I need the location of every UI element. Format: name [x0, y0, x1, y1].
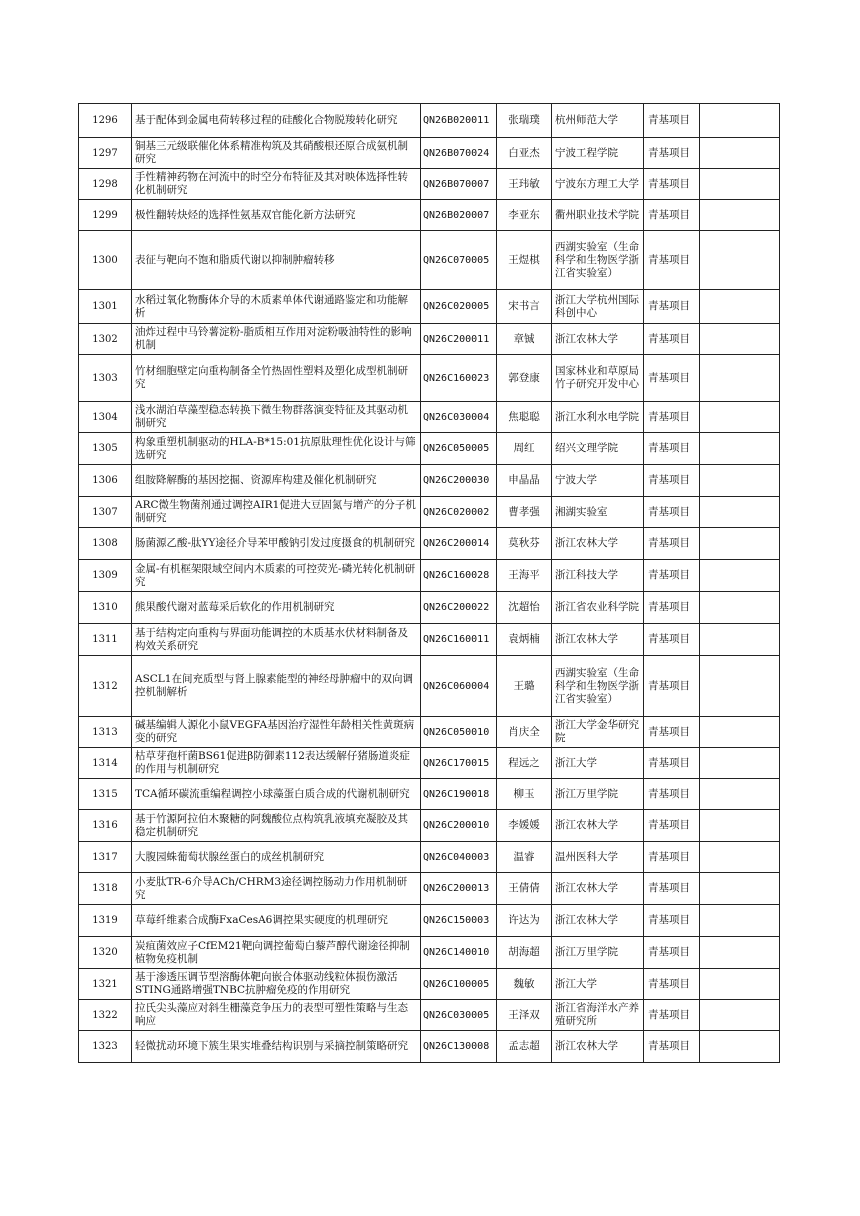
table-row [79, 624, 780, 656]
table-row [79, 779, 780, 810]
project-title: 铜基三元级联催化体系精准构筑及其硝酸根还原合成氨机制研究 [132, 138, 421, 169]
project-type: 青基项目 [644, 937, 700, 969]
applicant-name: 章铖 [497, 324, 552, 355]
row-number: 1301 [79, 290, 132, 324]
remark-cell [700, 433, 780, 465]
project-type: 青基项目 [644, 138, 700, 169]
remark-cell [700, 200, 780, 231]
remark-cell [700, 231, 780, 290]
project-type: 青基项目 [644, 200, 700, 231]
row-number: 1312 [79, 656, 132, 717]
row-number: 1311 [79, 624, 132, 656]
project-type: 青基项目 [644, 402, 700, 433]
project-type: 青基项目 [644, 290, 700, 324]
project-title: 小麦肽TR-6介导ACh/CHRM3途径调控肠动力作用机制研究 [132, 873, 421, 905]
project-title: 竹材细胞壁定向重构制备全竹热固性塑料及塑化成型机制研究 [132, 355, 421, 402]
institution: 浙江农林大学 [552, 873, 644, 905]
institution: 杭州师范大学 [552, 104, 644, 138]
table-row [79, 1031, 780, 1063]
project-code: QN26C160011 [421, 624, 497, 656]
row-number: 1314 [79, 748, 132, 779]
table-row [79, 969, 780, 1000]
project-code: QN26C060004 [421, 656, 497, 717]
applicant-name: 白亚杰 [497, 138, 552, 169]
applicant-name: 温睿 [497, 842, 552, 873]
project-type: 青基项目 [644, 656, 700, 717]
project-type: 青基项目 [644, 104, 700, 138]
project-title: 大腹园蛛葡萄状腺丝蛋白的成丝机制研究 [132, 842, 421, 873]
row-number: 1296 [79, 104, 132, 138]
remark-cell [700, 169, 780, 200]
row-number: 1318 [79, 873, 132, 905]
project-code: QN26C140010 [421, 937, 497, 969]
table-row [79, 842, 780, 873]
project-code: QN26C040003 [421, 842, 497, 873]
applicant-name: 沈超怡 [497, 592, 552, 624]
project-code: QN26C020002 [421, 497, 497, 528]
project-type: 青基项目 [644, 497, 700, 528]
project-code: QN26C050005 [421, 433, 497, 465]
table-row [79, 465, 780, 497]
institution: 宁波工程学院 [552, 138, 644, 169]
remark-cell [700, 969, 780, 1000]
project-type: 青基项目 [644, 748, 700, 779]
project-type: 青基项目 [644, 592, 700, 624]
table-row [79, 497, 780, 528]
project-title: 基于配体到金属电荷转移过程的硅酸化合物脱羧转化研究 [132, 104, 421, 138]
project-type: 青基项目 [644, 324, 700, 355]
project-code: QN26C200013 [421, 873, 497, 905]
project-type: 青基项目 [644, 169, 700, 200]
document-page [78, 103, 779, 1063]
table-row [79, 355, 780, 402]
applicant-name: 程远之 [497, 748, 552, 779]
row-number: 1320 [79, 937, 132, 969]
applicant-name: 王泽双 [497, 1000, 552, 1031]
project-title: 草莓纤维素合成酶FxaCesA6调控果实硬度的机理研究 [132, 905, 421, 937]
institution: 浙江农林大学 [552, 324, 644, 355]
institution: 浙江大学金华研究院 [552, 717, 644, 748]
project-code: QN26C190018 [421, 779, 497, 810]
project-title: 极性翻转炔烃的选择性氨基双官能化新方法研究 [132, 200, 421, 231]
institution: 浙江大学 [552, 969, 644, 1000]
applicant-name: 周红 [497, 433, 552, 465]
row-number: 1300 [79, 231, 132, 290]
project-type: 青基项目 [644, 1031, 700, 1063]
applicant-name: 王璐 [497, 656, 552, 717]
row-number: 1302 [79, 324, 132, 355]
project-title: 碱基编辑人源化小鼠VEGFA基因治疗湿性年龄相关性黄斑病变的研究 [132, 717, 421, 748]
project-type: 青基项目 [644, 779, 700, 810]
applicant-name: 王倩倩 [497, 873, 552, 905]
institution: 西湖实验室（生命科学和生物医学浙江省实验室） [552, 656, 644, 717]
project-title: 水稻过氧化物酶体介导的木质素单体代谢通路鉴定和功能解析 [132, 290, 421, 324]
table-row [79, 138, 780, 169]
project-title: 熊果酸代谢对蓝莓采后软化的作用机制研究 [132, 592, 421, 624]
project-type: 青基项目 [644, 433, 700, 465]
project-title: 基于渗透压调节型溶酶体靶向嵌合体驱动线粒体损伤激活STING通路增强TNBC抗肿瘤免疫的作用研究 [132, 969, 421, 1000]
project-type: 青基项目 [644, 969, 700, 1000]
remark-cell [700, 138, 780, 169]
applicant-name: 许达为 [497, 905, 552, 937]
institution: 浙江大学杭州国际科创中心 [552, 290, 644, 324]
institution: 宁波东方理工大学 [552, 169, 644, 200]
institution: 宁波大学 [552, 465, 644, 497]
project-code: QN26C020005 [421, 290, 497, 324]
institution: 湘湖实验室 [552, 497, 644, 528]
institution: 浙江水利水电学院 [552, 402, 644, 433]
remark-cell [700, 873, 780, 905]
row-number: 1315 [79, 779, 132, 810]
project-title: 轻微扰动环境下簇生果实堆叠结构识别与采摘控制策略研究 [132, 1031, 421, 1063]
institution: 浙江农林大学 [552, 1031, 644, 1063]
table-row [79, 104, 780, 138]
row-number: 1303 [79, 355, 132, 402]
project-code: QN26C100005 [421, 969, 497, 1000]
institution: 浙江科技大学 [552, 560, 644, 592]
applicant-name: 袁炳楠 [497, 624, 552, 656]
project-code: QN26C070005 [421, 231, 497, 290]
institution: 浙江省农业科学院 [552, 592, 644, 624]
table-row [79, 231, 780, 290]
institution: 绍兴文理学院 [552, 433, 644, 465]
institution: 西湖实验室（生命科学和生物医学浙江省实验室） [552, 231, 644, 290]
project-title: 浅水湖泊草藻型稳态转换下微生物群落演变特征及其驱动机制研究 [132, 402, 421, 433]
project-code: QN26C030004 [421, 402, 497, 433]
remark-cell [700, 905, 780, 937]
project-code: QN26B070007 [421, 169, 497, 200]
table-row [79, 810, 780, 842]
institution: 浙江农林大学 [552, 810, 644, 842]
project-title: ASCL1在间充质型与肾上腺素能型的神经母肿瘤中的双向调控机制解析 [132, 656, 421, 717]
table-row [79, 905, 780, 937]
applicant-name: 莫秋芬 [497, 528, 552, 560]
row-number: 1298 [79, 169, 132, 200]
row-number: 1305 [79, 433, 132, 465]
project-type: 青基项目 [644, 1000, 700, 1031]
remark-cell [700, 624, 780, 656]
applicant-name: 宋书言 [497, 290, 552, 324]
row-number: 1309 [79, 560, 132, 592]
project-code: QN26C200011 [421, 324, 497, 355]
remark-cell [700, 290, 780, 324]
table-row [79, 1000, 780, 1031]
remark-cell [700, 355, 780, 402]
project-code: QN26C200010 [421, 810, 497, 842]
remark-cell [700, 324, 780, 355]
table-row [79, 748, 780, 779]
project-code: QN26C160023 [421, 355, 497, 402]
remark-cell [700, 592, 780, 624]
project-title: 手性精神药物在河流中的时空分布特征及其对映体选择性转化机制研究 [132, 169, 421, 200]
table-row [79, 324, 780, 355]
table-body [79, 104, 780, 1063]
row-number: 1323 [79, 1031, 132, 1063]
applicant-name: 王海平 [497, 560, 552, 592]
applicant-name: 王玮敏 [497, 169, 552, 200]
project-type: 青基项目 [644, 717, 700, 748]
remark-cell [700, 656, 780, 717]
institution: 浙江省海洋水产养殖研究所 [552, 1000, 644, 1031]
applicant-name: 张瑞璞 [497, 104, 552, 138]
remark-cell [700, 465, 780, 497]
project-type: 青基项目 [644, 624, 700, 656]
table-row [79, 290, 780, 324]
row-number: 1316 [79, 810, 132, 842]
project-type: 青基项目 [644, 528, 700, 560]
remark-cell [700, 748, 780, 779]
row-number: 1299 [79, 200, 132, 231]
applicant-name: 李亚东 [497, 200, 552, 231]
remark-cell [700, 779, 780, 810]
project-title: 炭疽菌效应子CfEM21靶向调控葡萄白藜芦醇代谢途径抑制植物免疫机制 [132, 937, 421, 969]
remark-cell [700, 560, 780, 592]
project-type: 青基项目 [644, 810, 700, 842]
project-title: TCA循环碳流重编程调控小球藻蛋白质合成的代谢机制研究 [132, 779, 421, 810]
row-number: 1313 [79, 717, 132, 748]
row-number: 1307 [79, 497, 132, 528]
applicant-name: 申晶晶 [497, 465, 552, 497]
project-code: QN26B070024 [421, 138, 497, 169]
applicant-name: 郭登康 [497, 355, 552, 402]
applicant-name: 肖庆全 [497, 717, 552, 748]
row-number: 1297 [79, 138, 132, 169]
table-row [79, 656, 780, 717]
project-code: QN26C130008 [421, 1031, 497, 1063]
remark-cell [700, 402, 780, 433]
remark-cell [700, 497, 780, 528]
row-number: 1319 [79, 905, 132, 937]
remark-cell [700, 717, 780, 748]
project-type: 青基项目 [644, 873, 700, 905]
institution: 国家林业和草原局竹子研究开发中心 [552, 355, 644, 402]
row-number: 1321 [79, 969, 132, 1000]
institution: 温州医科大学 [552, 842, 644, 873]
applicant-name: 孟志超 [497, 1031, 552, 1063]
applicant-name: 柳玉 [497, 779, 552, 810]
project-code: QN26B020007 [421, 200, 497, 231]
project-code: QN26C150003 [421, 905, 497, 937]
remark-cell [700, 1031, 780, 1063]
row-number: 1304 [79, 402, 132, 433]
project-code: QN26C170015 [421, 748, 497, 779]
table-row [79, 560, 780, 592]
project-type: 青基项目 [644, 231, 700, 290]
row-number: 1310 [79, 592, 132, 624]
project-type: 青基项目 [644, 842, 700, 873]
project-title: 构象重塑机制驱动的HLA-B*15:01抗原肽理性优化设计与筛选研究 [132, 433, 421, 465]
project-title: 基于竹源阿拉伯木聚糖的阿魏酸位点构筑乳液填充凝胶及其稳定机制研究 [132, 810, 421, 842]
project-code: QN26C200014 [421, 528, 497, 560]
applicant-name: 曹孝强 [497, 497, 552, 528]
table-row [79, 402, 780, 433]
project-title: ARC微生物菌剂通过调控AIR1促进大豆固氮与增产的分子机制研究 [132, 497, 421, 528]
project-table [78, 103, 780, 1063]
project-type: 青基项目 [644, 465, 700, 497]
row-number: 1308 [79, 528, 132, 560]
project-title: 油炸过程中马铃薯淀粉-脂质相互作用对淀粉吸油特性的影响机制 [132, 324, 421, 355]
project-type: 青基项目 [644, 905, 700, 937]
remark-cell [700, 810, 780, 842]
remark-cell [700, 842, 780, 873]
institution: 浙江万里学院 [552, 937, 644, 969]
table-row [79, 717, 780, 748]
institution: 衢州职业技术学院 [552, 200, 644, 231]
project-code: QN26C030005 [421, 1000, 497, 1031]
project-title: 金属-有机框架限域空间内木质素的可控荧光-磷光转化机制研究 [132, 560, 421, 592]
institution: 浙江农林大学 [552, 905, 644, 937]
project-title: 基于结构定向重构与界面功能调控的木质基水伏材料制备及构效关系研究 [132, 624, 421, 656]
applicant-name: 胡海超 [497, 937, 552, 969]
table-row [79, 592, 780, 624]
institution: 浙江万里学院 [552, 779, 644, 810]
project-code: QN26B020011 [421, 104, 497, 138]
institution: 浙江农林大学 [552, 528, 644, 560]
table-row [79, 528, 780, 560]
table-row [79, 200, 780, 231]
institution: 浙江农林大学 [552, 624, 644, 656]
project-title: 枯草芽孢杆菌BS61促进β防御素112表达缓解仔猪肠道炎症的作用与机制研究 [132, 748, 421, 779]
table-row [79, 873, 780, 905]
project-code: QN26C200030 [421, 465, 497, 497]
project-title: 肠菌源乙酸-肽YY途径介导苯甲酸钠引发过度摄食的机制研究 [132, 528, 421, 560]
institution: 浙江大学 [552, 748, 644, 779]
project-code: QN26C050010 [421, 717, 497, 748]
project-title: 拉氏尖头藻应对斜生栅藻竞争压力的表型可塑性策略与生态响应 [132, 1000, 421, 1031]
project-title: 组胺降解酶的基因挖掘、资源库构建及催化机制研究 [132, 465, 421, 497]
table-row [79, 433, 780, 465]
applicant-name: 焦聪聪 [497, 402, 552, 433]
row-number: 1317 [79, 842, 132, 873]
table-row [79, 169, 780, 200]
project-type: 青基项目 [644, 355, 700, 402]
remark-cell [700, 528, 780, 560]
project-code: QN26C200022 [421, 592, 497, 624]
project-title: 表征与靶向不饱和脂质代谢以抑制肿瘤转移 [132, 231, 421, 290]
project-type: 青基项目 [644, 560, 700, 592]
table-row [79, 937, 780, 969]
applicant-name: 王煜棋 [497, 231, 552, 290]
remark-cell [700, 937, 780, 969]
applicant-name: 李媛媛 [497, 810, 552, 842]
remark-cell [700, 1000, 780, 1031]
remark-cell [700, 104, 780, 138]
applicant-name: 魏敏 [497, 969, 552, 1000]
project-code: QN26C160028 [421, 560, 497, 592]
row-number: 1322 [79, 1000, 132, 1031]
row-number: 1306 [79, 465, 132, 497]
